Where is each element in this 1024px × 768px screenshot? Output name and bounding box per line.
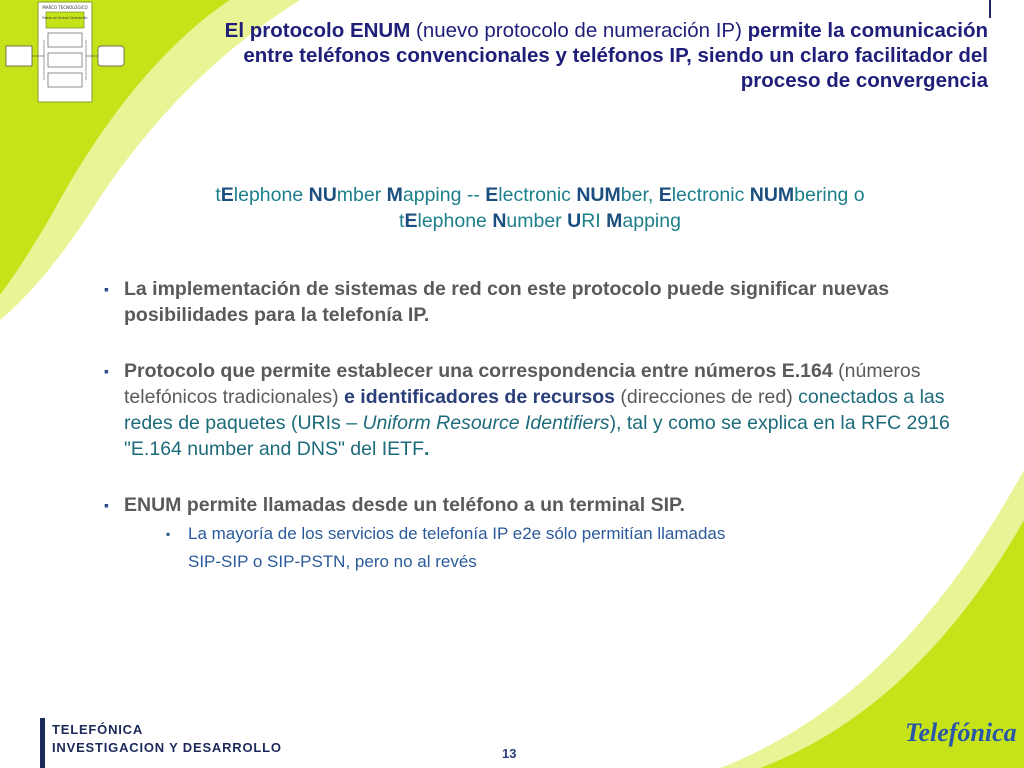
expansion-segment: E bbox=[485, 184, 499, 206]
bullet-text-part: Uniform Resource Identifiers bbox=[362, 412, 610, 434]
bullet-text-part: conectados a las redes de paquetes (URIs – bbox=[124, 386, 945, 434]
page-number: 13 bbox=[502, 746, 517, 761]
slide-title bbox=[188, 18, 988, 93]
expansion-segment: RI bbox=[581, 210, 607, 232]
expansion-segment: ber, bbox=[620, 184, 659, 206]
expansion-segment: lectronic bbox=[671, 184, 750, 206]
expansion-segment: E bbox=[220, 184, 234, 206]
expansion-segment: apping bbox=[622, 210, 681, 232]
bullet-text-part: Protocolo que permite establecer una correspondencia entre números E.164 bbox=[124, 360, 833, 382]
title-bold-1: El protocolo ENUM bbox=[224, 19, 411, 42]
expansion-segment: apping -- bbox=[402, 184, 486, 206]
expansion-segment: NU bbox=[308, 184, 337, 206]
expansion-segment: bering o bbox=[794, 184, 865, 206]
expansion-segment: E bbox=[658, 184, 672, 206]
bullet-text-part: e identificadores de recursos bbox=[344, 386, 615, 408]
expansion-segment: NUM bbox=[576, 184, 621, 206]
expansion-segment: mber bbox=[336, 184, 387, 206]
bullet-text: La implementación de sistemas de red con este protocolo puede significar nuevas posibilidades para la telefonía IP. bbox=[124, 278, 890, 326]
bullet-item bbox=[104, 276, 974, 328]
thumbnail-header: MARCO TECNOLÓGICO bbox=[42, 5, 88, 10]
enum-expansion bbox=[90, 182, 990, 234]
expansion-segment: E bbox=[404, 210, 418, 232]
expansion-segment: M bbox=[386, 184, 403, 206]
expansion-segment: lephone bbox=[233, 184, 309, 206]
thumbnail-diagram bbox=[0, 0, 140, 110]
bullet-text-part: . bbox=[423, 438, 430, 460]
expansion-segment: N bbox=[492, 210, 507, 232]
bullet-text-part: ), tal y como se explica en la RFC 2916 "E.164 number and DNS" del IETF bbox=[124, 412, 950, 460]
expansion-segment: lectronic bbox=[498, 184, 577, 206]
expansion-line-1 bbox=[90, 182, 990, 208]
bullet-text-part: (números telefónicos tradicionales) bbox=[124, 360, 921, 408]
bullet-text-part: (direcciones de red) bbox=[614, 386, 799, 408]
thumbnail-box1: Redes de Nueva Generación bbox=[42, 16, 88, 20]
expansion-segment: t bbox=[399, 210, 405, 232]
bullet-item bbox=[104, 492, 974, 576]
bullet-item bbox=[104, 358, 974, 462]
sub-bullet-item bbox=[166, 520, 974, 576]
footer-company-line-1: TELEFÓNICA bbox=[52, 722, 144, 737]
footer-company-line-2: INVESTIGACION Y DESARROLLO bbox=[52, 740, 282, 755]
expansion-segment: U bbox=[567, 210, 582, 232]
expansion-segment: lephone bbox=[417, 210, 493, 232]
footer-bar bbox=[40, 718, 45, 768]
expansion-line-2 bbox=[90, 208, 990, 234]
bullet-text: ENUM permite llamadas desde un teléfono a un terminal SIP. bbox=[124, 494, 685, 516]
telefonica-logo: Telefónica bbox=[905, 718, 1017, 747]
title-normal: (nuevo protocolo de numeración IP) bbox=[410, 19, 748, 42]
expansion-segment: umber bbox=[506, 210, 568, 232]
bullet-list bbox=[104, 276, 974, 576]
sub-bullet-line-2: SIP-SIP o SIP-PSTN, pero no al revés bbox=[188, 552, 477, 571]
expansion-segment: M bbox=[606, 210, 623, 232]
expansion-segment: t bbox=[215, 184, 221, 206]
sub-bullet-line-1: ▪ La mayoría de los servicios de telefonía IP e2e sólo permitían llamadas bbox=[188, 524, 726, 543]
expansion-segment: NUM bbox=[749, 184, 795, 206]
title-bold-2: permite la comunicación entre teléfonos convencionales y teléfonos IP, siendo un claro facilitador del proceso de convergencia bbox=[243, 19, 988, 92]
